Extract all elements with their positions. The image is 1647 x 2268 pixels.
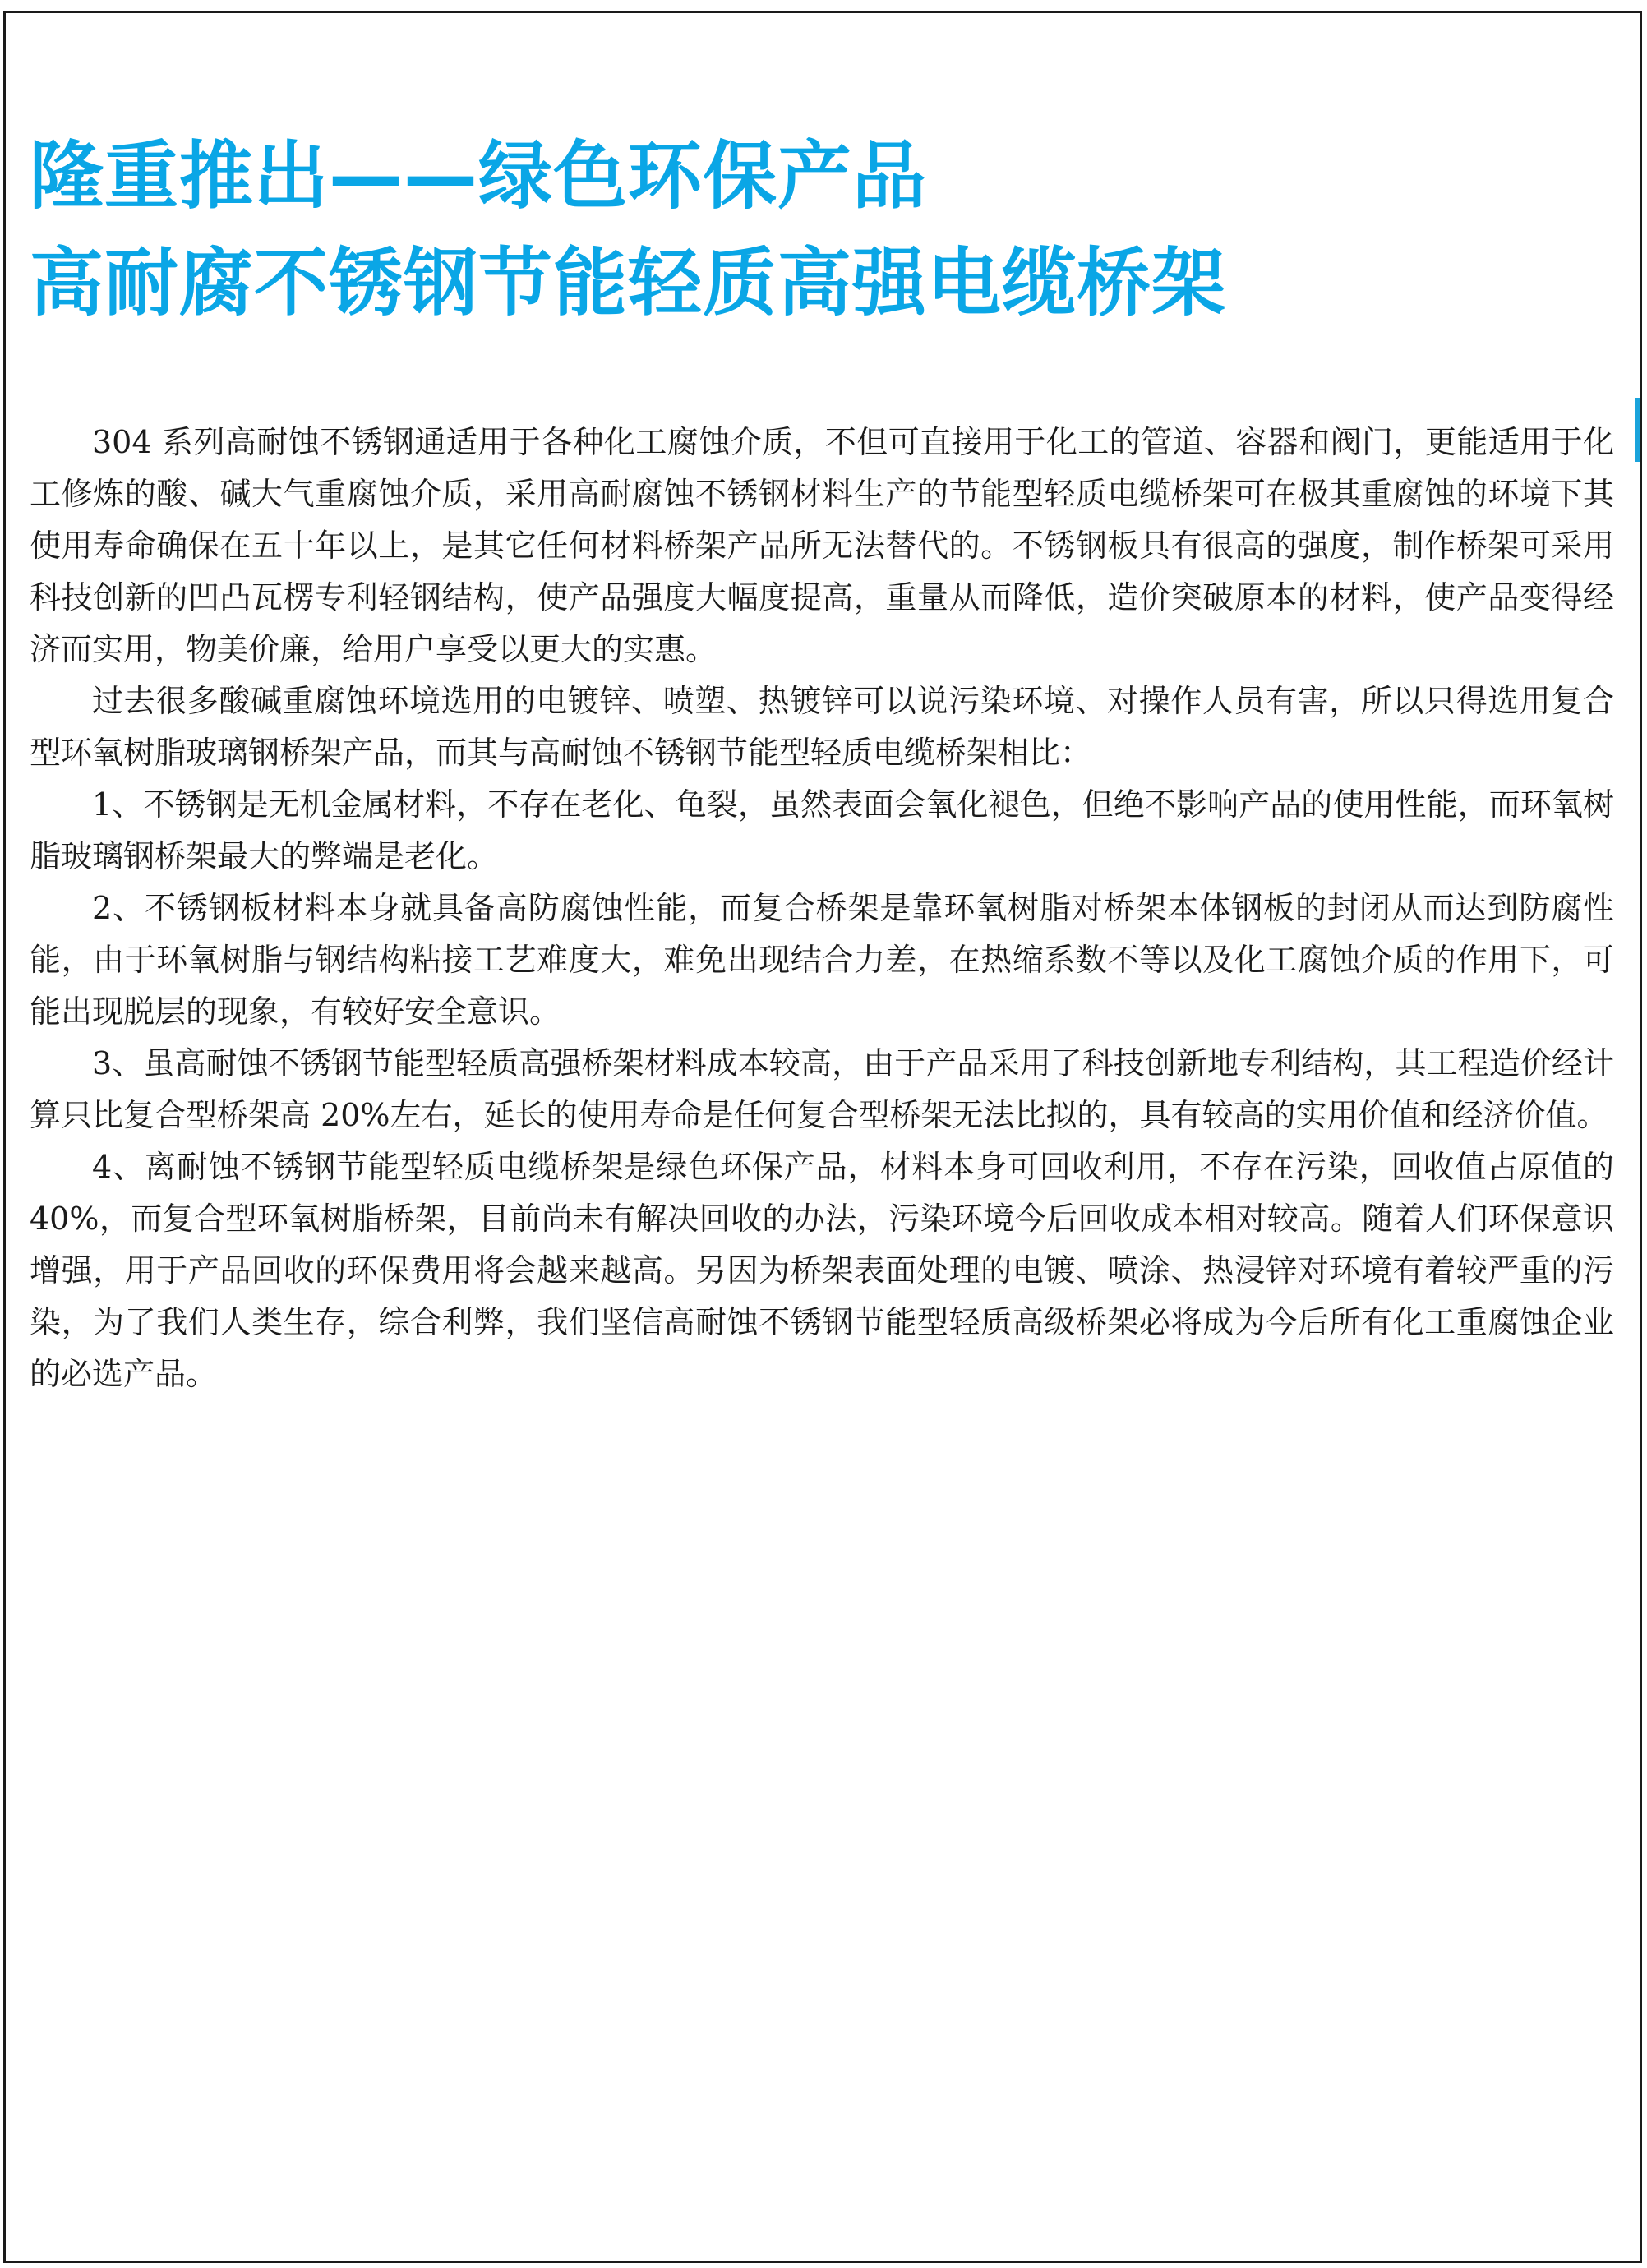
intro-paragraph: 304 系列高耐蚀不锈钢通适用于各种化工腐蚀介质，不但可直接用于化工的管道、容器和阀门，更能适用于化工修炼的酸、碱大气重腐蚀介质，采用高耐腐蚀不锈钢材料生产的节能型轻质电缆桥架可在极其重腐蚀的环境下其使用寿命确保在五十年以上，是其它任何材料桥架产品所无法替代的。不锈钢板具有很高的强度，制作桥架可采用科技创新的凹凸瓦楞专利轻钢结构，使产品强度大幅度提高，重量从而降低，造价突破原本的材料，使产品变得经济而实用，物美价廉，给用户享受以更大的实惠。: [30, 424, 1614, 667]
point-2-paragraph: 2、不锈钢板材料本身就具备高防腐蚀性能，而复合桥架是靠环氧树脂对桥架本体钢板的封闭从而达到防腐性能，由于环氧树脂与钢结构粘接工艺难度大，难免出现结合力差，在热缩系数不等以及化工腐蚀介质的作用下，可能出现脱层的现象，有较好安全意识。: [30, 890, 1614, 1030]
article-body: [30, 417, 1614, 1400]
page-edge-marker: [1635, 398, 1640, 462]
page-title-line-2: 高耐腐不锈钢节能轻质高强电缆桥架: [30, 240, 1226, 326]
point-3-paragraph: 3、虽高耐蚀不锈钢节能型轻质高强桥架材料成本较高，由于产品采用了科技创新地专利结构，其工程造价经计算只比复合型桥架高 20%左右，延长的使用寿命是任何复合型桥架无法比拟的，具有较高的实用价值和经济价值。: [30, 1045, 1614, 1133]
point-1-paragraph: 1、不锈钢是无机金属材料，不存在老化、龟裂，虽然表面会氧化褪色，但绝不影响产品的使用性能，而环氧树脂玻璃钢桥架最大的弊端是老化。: [30, 786, 1614, 874]
comparison-paragraph: 过去很多酸碱重腐蚀环境选用的电镀锌、喷塑、热镀锌可以说污染环境、对操作人员有害，所以只得选用复合型环氧树脂玻璃钢桥架产品，而其与高耐蚀不锈钢节能型轻质电缆桥架相比：: [30, 683, 1614, 771]
point-4-paragraph: 4、离耐蚀不锈钢节能型轻质电缆桥架是绿色环保产品，材料本身可回收利用，不存在污染，回收值占原值的 40%，而复合型环氧树脂桥架，目前尚未有解决回收的办法，污染环境今后回收成本相对较高。随着人们环保意识增强，用于产品回收的环保费用将会越来越高。另因为桥架表面处理的电镀、喷涂、热浸锌对环境有着较严重的污染，为了我们人类生存，综合利弊，我们坚信高耐蚀不锈钢节能型轻质高级桥架必将成为今后所有化工重腐蚀企业的必选产品。: [30, 1149, 1614, 1392]
page-title-line-1: 隆重推出——绿色环保产品: [30, 133, 927, 219]
page-title: [30, 123, 1575, 337]
